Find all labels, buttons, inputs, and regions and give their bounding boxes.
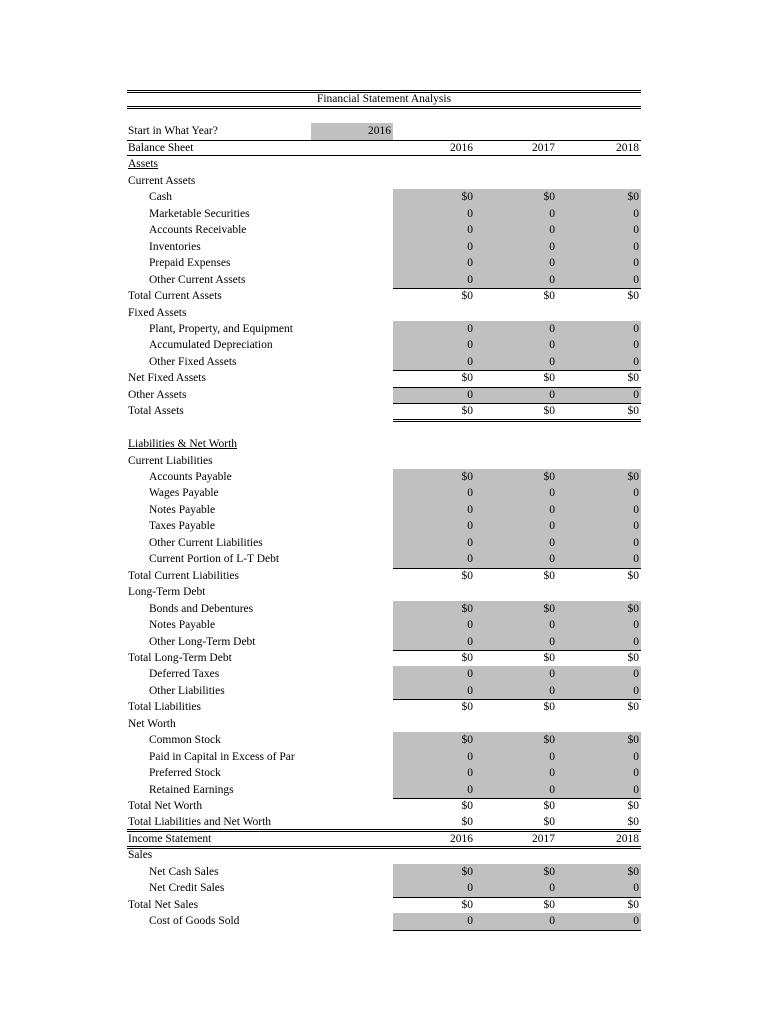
cell-value[interactable]: 0 [467, 619, 473, 632]
table-row [127, 601, 641, 618]
cell-value: $0 [461, 290, 473, 303]
cell-value: 2018 [616, 142, 639, 154]
cell-value[interactable]: 0 [549, 388, 555, 401]
cell-value[interactable]: $0 [461, 734, 473, 747]
cell-value[interactable]: 0 [467, 767, 473, 780]
table-row [127, 469, 641, 486]
bottom-rule [393, 930, 641, 931]
cell-value: $0 [461, 372, 473, 385]
cell-value: $0 [461, 898, 473, 911]
table-row [127, 156, 641, 173]
row-label: Marketable Securities [149, 207, 250, 220]
table-row [127, 354, 641, 371]
row-label: Other Long-Term Debt [149, 635, 256, 648]
table-row [127, 634, 641, 651]
cell-value[interactable]: 0 [467, 224, 473, 237]
cell-value[interactable]: 0 [467, 668, 473, 681]
cell-value: $0 [627, 405, 639, 418]
cell-value[interactable]: 0 [467, 257, 473, 270]
row-label: Income Statement [128, 832, 212, 845]
row-label: Other Current Liabilities [149, 536, 263, 549]
cell-value[interactable]: 0 [633, 520, 639, 533]
cell-value[interactable]: 0 [633, 783, 639, 796]
cell-value[interactable]: 0 [549, 619, 555, 632]
row-label: Taxes Payable [149, 520, 215, 533]
cell-value[interactable]: 0 [467, 915, 473, 928]
cell-value[interactable]: $0 [461, 602, 473, 615]
row-label: Other Current Assets [149, 273, 246, 286]
table-row [127, 189, 641, 206]
cell-value[interactable]: 0 [467, 783, 473, 796]
cell-value: $0 [543, 816, 555, 829]
cell-value[interactable]: 0 [467, 635, 473, 648]
cell-value[interactable]: 0 [633, 503, 639, 516]
table-row [127, 502, 641, 519]
row-label: Net Worth [128, 717, 176, 730]
cell-value[interactable]: 0 [467, 882, 473, 895]
cell-value: $0 [461, 405, 473, 418]
cell-value[interactable]: 0 [549, 503, 555, 516]
cell-value[interactable]: 0 [549, 668, 555, 681]
table-row [127, 765, 641, 782]
cell-value[interactable]: 0 [633, 684, 639, 697]
cell-value[interactable]: $0 [543, 734, 555, 747]
row-label: Accumulated Depreciation [149, 339, 273, 352]
cell-value: $0 [627, 701, 639, 714]
table-row [127, 518, 641, 535]
cell-value[interactable]: $0 [461, 191, 473, 204]
cell-value[interactable]: 0 [633, 668, 639, 681]
table-row [127, 880, 641, 897]
row-label: Prepaid Expenses [149, 257, 231, 270]
cell-value[interactable]: 0 [633, 553, 639, 566]
cell-value[interactable]: 0 [467, 322, 473, 335]
row-label: Total Assets [128, 405, 184, 418]
cell-value[interactable]: 0 [633, 224, 639, 237]
table-row [127, 370, 641, 387]
row-label: Retained Earnings [149, 783, 234, 796]
cell-value[interactable]: 0 [633, 355, 639, 368]
cell-value: $0 [543, 569, 555, 582]
row-label: Accounts Payable [149, 471, 232, 483]
table-row [127, 699, 641, 716]
cell-value[interactable]: 0 [467, 520, 473, 533]
table-row [127, 173, 641, 190]
row-label: Total Current Assets [128, 290, 222, 303]
cell-value[interactable]: 0 [549, 273, 555, 286]
table-row [127, 551, 641, 568]
cell-value: $0 [543, 800, 555, 812]
cell-value[interactable]: 0 [467, 273, 473, 286]
start-year-value: 2016 [368, 125, 391, 137]
cell-value: 2018 [616, 832, 639, 845]
cell-value: $0 [543, 898, 555, 911]
row-label: Balance Sheet [128, 142, 194, 154]
row-label: Total Net Sales [128, 898, 199, 911]
cell-value: $0 [627, 372, 639, 385]
cell-value[interactable]: 0 [549, 553, 555, 566]
row-label: Fixed Assets [128, 306, 187, 319]
cell-value: $0 [543, 372, 555, 385]
table-row [127, 782, 641, 799]
table-row [127, 650, 641, 667]
row-label: Net Cash Sales [149, 865, 219, 878]
cell-value: $0 [627, 569, 639, 582]
cell-value[interactable]: 0 [549, 487, 555, 500]
row-label: Net Fixed Assets [128, 372, 206, 385]
row-label: Current Liabilities [128, 454, 213, 467]
cell-value[interactable]: 0 [633, 240, 639, 253]
sheet-title: Financial Statement Analysis [316, 93, 452, 105]
cell-value[interactable]: $0 [543, 191, 555, 204]
row-label: Liabilities & Net Worth [128, 438, 238, 451]
row-label: Current Assets [128, 174, 196, 187]
cell-value: $0 [461, 651, 473, 664]
cell-value[interactable]: 0 [633, 882, 639, 895]
cell-value[interactable]: 0 [633, 619, 639, 632]
cell-value[interactable]: 0 [549, 635, 555, 648]
table-row [127, 732, 641, 749]
cell-value[interactable]: 0 [633, 536, 639, 549]
table-row [127, 387, 641, 404]
cell-value[interactable]: 0 [633, 915, 639, 928]
table-row [127, 305, 641, 322]
row-label: Total Net Worth [128, 800, 203, 812]
table-row [127, 535, 641, 552]
cell-value: 2017 [532, 832, 555, 845]
cell-value[interactable]: 0 [549, 257, 555, 270]
table-row [127, 568, 641, 585]
cell-value[interactable]: 0 [549, 767, 555, 780]
table-row [127, 420, 641, 437]
table-row [127, 140, 641, 157]
cell-value: 2017 [532, 142, 555, 154]
title-bottom-rule [127, 106, 641, 109]
cell-value[interactable]: 0 [467, 750, 473, 763]
cell-value[interactable]: 0 [549, 520, 555, 533]
row-label: Deferred Taxes [149, 668, 220, 681]
row-label: Inventories [149, 240, 201, 253]
cell-value[interactable]: $0 [627, 734, 639, 747]
cell-value[interactable]: $0 [627, 602, 639, 615]
cell-value[interactable]: $0 [627, 865, 639, 878]
table-row [127, 321, 641, 338]
table-row [127, 272, 641, 289]
cell-value[interactable]: 0 [467, 240, 473, 253]
cell-value: $0 [543, 290, 555, 303]
cell-value[interactable]: 0 [633, 257, 639, 270]
table-row [127, 403, 641, 420]
cell-value[interactable]: 0 [467, 503, 473, 516]
table-row [127, 436, 641, 453]
row-label: Long-Term Debt [128, 586, 206, 599]
cell-value: $0 [627, 816, 639, 829]
cell-value: $0 [461, 800, 473, 812]
cell-value[interactable]: $0 [461, 865, 473, 878]
table-row [127, 831, 641, 848]
cell-value[interactable]: 0 [549, 882, 555, 895]
cell-value[interactable]: 0 [467, 388, 473, 401]
cell-value: $0 [543, 651, 555, 664]
row-label: Total Current Liabilities [128, 569, 239, 582]
cell-value[interactable]: $0 [543, 865, 555, 878]
cell-value: $0 [461, 701, 473, 714]
cell-value[interactable]: 0 [549, 684, 555, 697]
cell-value[interactable]: 0 [549, 783, 555, 796]
cell-value[interactable]: 0 [467, 487, 473, 500]
cell-value[interactable]: $0 [543, 602, 555, 615]
row-label: Current Portion of L-T Debt [149, 553, 280, 566]
table-row [127, 222, 641, 239]
row-label: Total Long-Term Debt [128, 651, 232, 664]
cell-value: $0 [627, 800, 639, 812]
cell-value[interactable]: 0 [633, 750, 639, 763]
row-label: Assets [128, 158, 159, 171]
row-label: Cost of Goods Sold [149, 915, 240, 928]
row-label: Plant, Property, and Equipment [149, 322, 293, 335]
cell-value[interactable]: 0 [467, 339, 473, 352]
row-label: Cash [149, 191, 172, 204]
table-row [127, 897, 641, 914]
cell-value: 2016 [450, 142, 473, 154]
cell-value[interactable]: 0 [633, 767, 639, 780]
table-row [127, 288, 641, 305]
table-row [127, 749, 641, 766]
table-row [127, 206, 641, 223]
cell-value[interactable]: 0 [633, 339, 639, 352]
cell-value[interactable]: $0 [543, 471, 555, 483]
start-year-label: Start in What Year? [128, 125, 218, 137]
row-label: Paid in Capital in Excess of Par [149, 750, 295, 763]
cell-value[interactable]: 0 [467, 553, 473, 566]
row-label: Bonds and Debentures [149, 602, 254, 615]
table-row [127, 584, 641, 601]
cell-value[interactable]: 0 [467, 207, 473, 220]
table-row [127, 453, 641, 470]
cell-value: $0 [627, 651, 639, 664]
row-label: Other Liabilities [149, 684, 225, 697]
cell-value[interactable]: $0 [627, 471, 639, 483]
row-label: Common Stock [149, 734, 221, 747]
table-row [127, 255, 641, 272]
cell-value[interactable]: 0 [549, 322, 555, 335]
cell-value[interactable]: 0 [633, 388, 639, 401]
cell-value[interactable]: 0 [549, 750, 555, 763]
cell-value: $0 [627, 290, 639, 303]
row-label: Other Fixed Assets [149, 355, 237, 368]
cell-value[interactable]: 0 [549, 355, 555, 368]
cell-value[interactable]: 0 [549, 536, 555, 549]
cell-value[interactable]: 0 [633, 207, 639, 220]
row-label: Net Credit Sales [149, 882, 225, 895]
row-label: Other Assets [128, 388, 187, 401]
cell-value: $0 [627, 898, 639, 911]
table-row [127, 239, 641, 256]
table-row [127, 617, 641, 634]
table-row [127, 683, 641, 700]
cell-value[interactable]: 0 [467, 536, 473, 549]
cell-value[interactable]: 0 [633, 487, 639, 500]
row-label: Notes Payable [149, 503, 216, 516]
row-label: Accounts Receivable [149, 224, 247, 237]
cell-value: $0 [543, 405, 555, 418]
cell-value: $0 [543, 701, 555, 714]
row-label: Preferred Stock [149, 767, 221, 780]
cell-value[interactable]: 0 [549, 339, 555, 352]
cell-value[interactable]: 0 [467, 684, 473, 697]
table-row [127, 716, 641, 733]
cell-value[interactable]: 0 [633, 273, 639, 286]
cell-value: $0 [461, 569, 473, 582]
row-label: Notes Payable [149, 619, 216, 632]
cell-value[interactable]: 0 [549, 915, 555, 928]
row-label: Sales [128, 849, 153, 862]
table-row [127, 798, 641, 815]
table-row [127, 847, 641, 864]
cell-value[interactable]: 0 [633, 635, 639, 648]
cell-value[interactable]: $0 [461, 471, 473, 483]
row-label: Total Liabilities and Net Worth [128, 816, 272, 829]
cell-value[interactable]: 0 [633, 322, 639, 335]
cell-value[interactable]: 0 [549, 224, 555, 237]
table-row [127, 913, 641, 930]
cell-value[interactable]: 0 [467, 355, 473, 368]
row-label: Total Liabilities [128, 701, 201, 714]
table-row [127, 666, 641, 683]
table-row [127, 864, 641, 881]
cell-value: $0 [461, 816, 473, 829]
table-row [127, 485, 641, 502]
row-label: Wages Payable [149, 487, 219, 500]
cell-value: 2016 [450, 832, 473, 845]
table-row [127, 337, 641, 354]
cell-value[interactable]: 0 [549, 240, 555, 253]
cell-value[interactable]: $0 [627, 191, 639, 204]
cell-value[interactable]: 0 [549, 207, 555, 220]
